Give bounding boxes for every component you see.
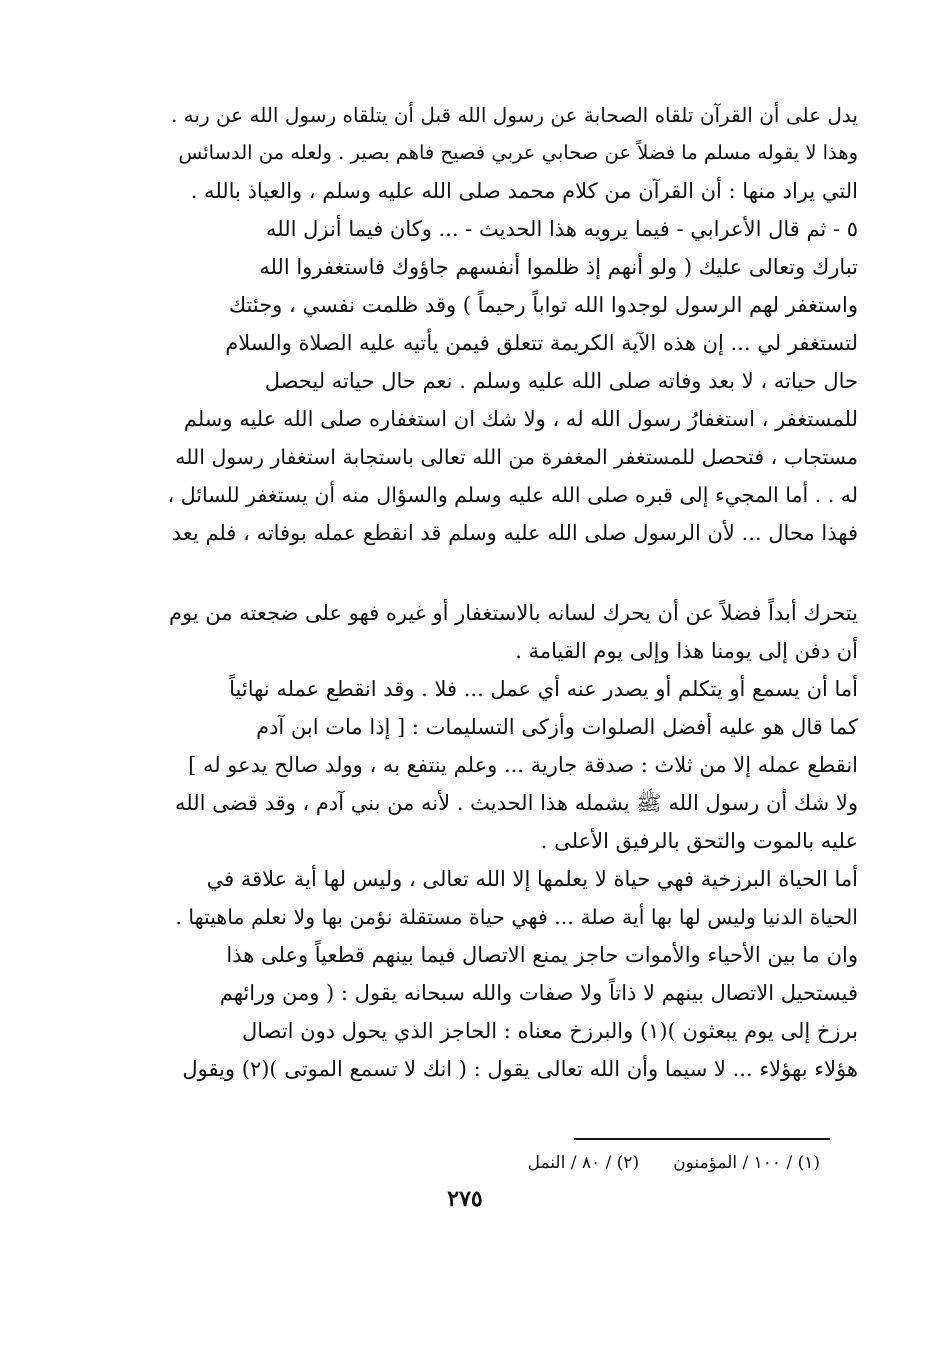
main-text-upper: [166, 96, 858, 552]
text-line: يتحرك أبداً فضلاً عن أن يحرك لسانه بالاستغفار أو غيره فهو على ضجعته من يوم: [168, 601, 858, 625]
text-line: عليه بالموت والتحق بالرفيق الأعلى .: [540, 829, 858, 853]
text-line: فيستحيل الاتصال بينهم لا ذاتاً ولا صفات والله سبحانه يقول : ( ومن ورائهم: [219, 981, 858, 1005]
footnote-2: (٢) / ٨٠ / النمل: [527, 1153, 640, 1173]
footnote-separator: [574, 1138, 830, 1140]
main-text-lower: [166, 594, 858, 1088]
text-line: التي يراد منها : أن القرآن من كلام محمد صلى الله عليه وسلم ، والعياذ بالله .: [190, 179, 858, 203]
text-line: الحياة الدنيا وليس لها بها أية صلة ... فهي حياة مستقلة نؤمن بها ولا نعلم ماهيتها .: [175, 905, 858, 929]
text-line: أما الحياة البرزخية فهي حياة لا يعلمها إلا الله تعالى ، وليس لها أية علاقة في: [206, 867, 858, 891]
page-number: ٢٧٥: [447, 1186, 483, 1212]
text-line: للمستغفر ، استغفارُ رسول الله له ، ولا شك ان استغفاره صلى الله عليه وسلم: [183, 407, 858, 431]
text-line: انقطع عمله إلا من ثلاث : صدقة جارية ... وعلم ينتفع به ، وولد صالح يدعو له ]: [188, 753, 858, 777]
text-line: أن دفن إلى يومنا هذا وإلى يوم القيامة .: [515, 639, 858, 663]
text-line: ٥ - ثم قال الأعرابي - فيما يرويه هذا الحديث - ... وكان فيما أنزل الله: [266, 217, 858, 241]
text-line: ولا شك أن رسول الله ﷺ يشمله هذا الحديث . لأنه من بني آدم ، وقد قضى الله: [175, 791, 858, 815]
text-line: واستغفر لهم الرسول لوجدوا الله تواباً رحيماً ) وقد ظلمت نفسي ، وجئتك: [228, 293, 858, 317]
text-line: أما أن يسمع أو يتكلم أو يصدر عنه أي عمل ... فلا . وقد انقطع عمله نهائياً: [229, 677, 858, 701]
text-line: مستجاب ، فتحصل للمستغفر المغفرة من الله تعالى باستجابة استغفار رسول الله: [175, 445, 858, 469]
footnote-1: (١) / ١٠٠ / المؤمنون: [673, 1153, 820, 1173]
text-line: وان ما بين الأحياء والأموات حاجز يمنع الاتصال فيما بينهم قطعياً وعلى هذا: [226, 943, 858, 967]
text-line: حال حياته ، لا بعد وفاته صلى الله عليه وسلم . نعم حال حياته ليحصل: [264, 369, 858, 393]
text-line: له . . أما المجيء إلى قبره صلى الله عليه وسلم والسؤال منه أن يستغفر للسائل ،: [167, 483, 858, 507]
text-line: فهذا محال ... لأن الرسول صلى الله عليه وسلم قد انقطع عمله بوفاته ، فلم يعد: [171, 521, 858, 545]
text-line: يدل على أن القرآن تلقاه الصحابة عن رسول الله قبل أن يتلقاه رسول الله عن ربه .: [170, 103, 858, 127]
text-line: كما قال هو عليه أفضل الصلوات وأزكى التسليمات : [ إذا مات ابن آدم: [256, 715, 858, 739]
text-line: وهذا لا يقوله مسلم ما فضلاً عن صحابي عربي فصيح فاهم بصير . ولعله من الدسائس: [178, 141, 858, 164]
text-line: لتستغفر لي ... إن هذه الآية الكريمة تتعلق فيمن يأتيه عليه الصلاة والسلام: [225, 331, 858, 355]
text-line: برزخ إلى يوم يبعثون )(١) والبرزخ معناه : الحاجز الذي يحول دون اتصال: [241, 1019, 858, 1043]
text-line: هؤلاء بهؤلاء ... لا سيما وأن الله تعالى يقول : ( انك لا تسمع الموتى )(٢) ويقول: [182, 1057, 858, 1081]
footnotes: [440, 1150, 820, 1176]
text-line: تبارك وتعالى عليك ( ولو أنهم إذ ظلموا أنفسهم جاؤوك فاستغفروا الله: [259, 255, 858, 279]
